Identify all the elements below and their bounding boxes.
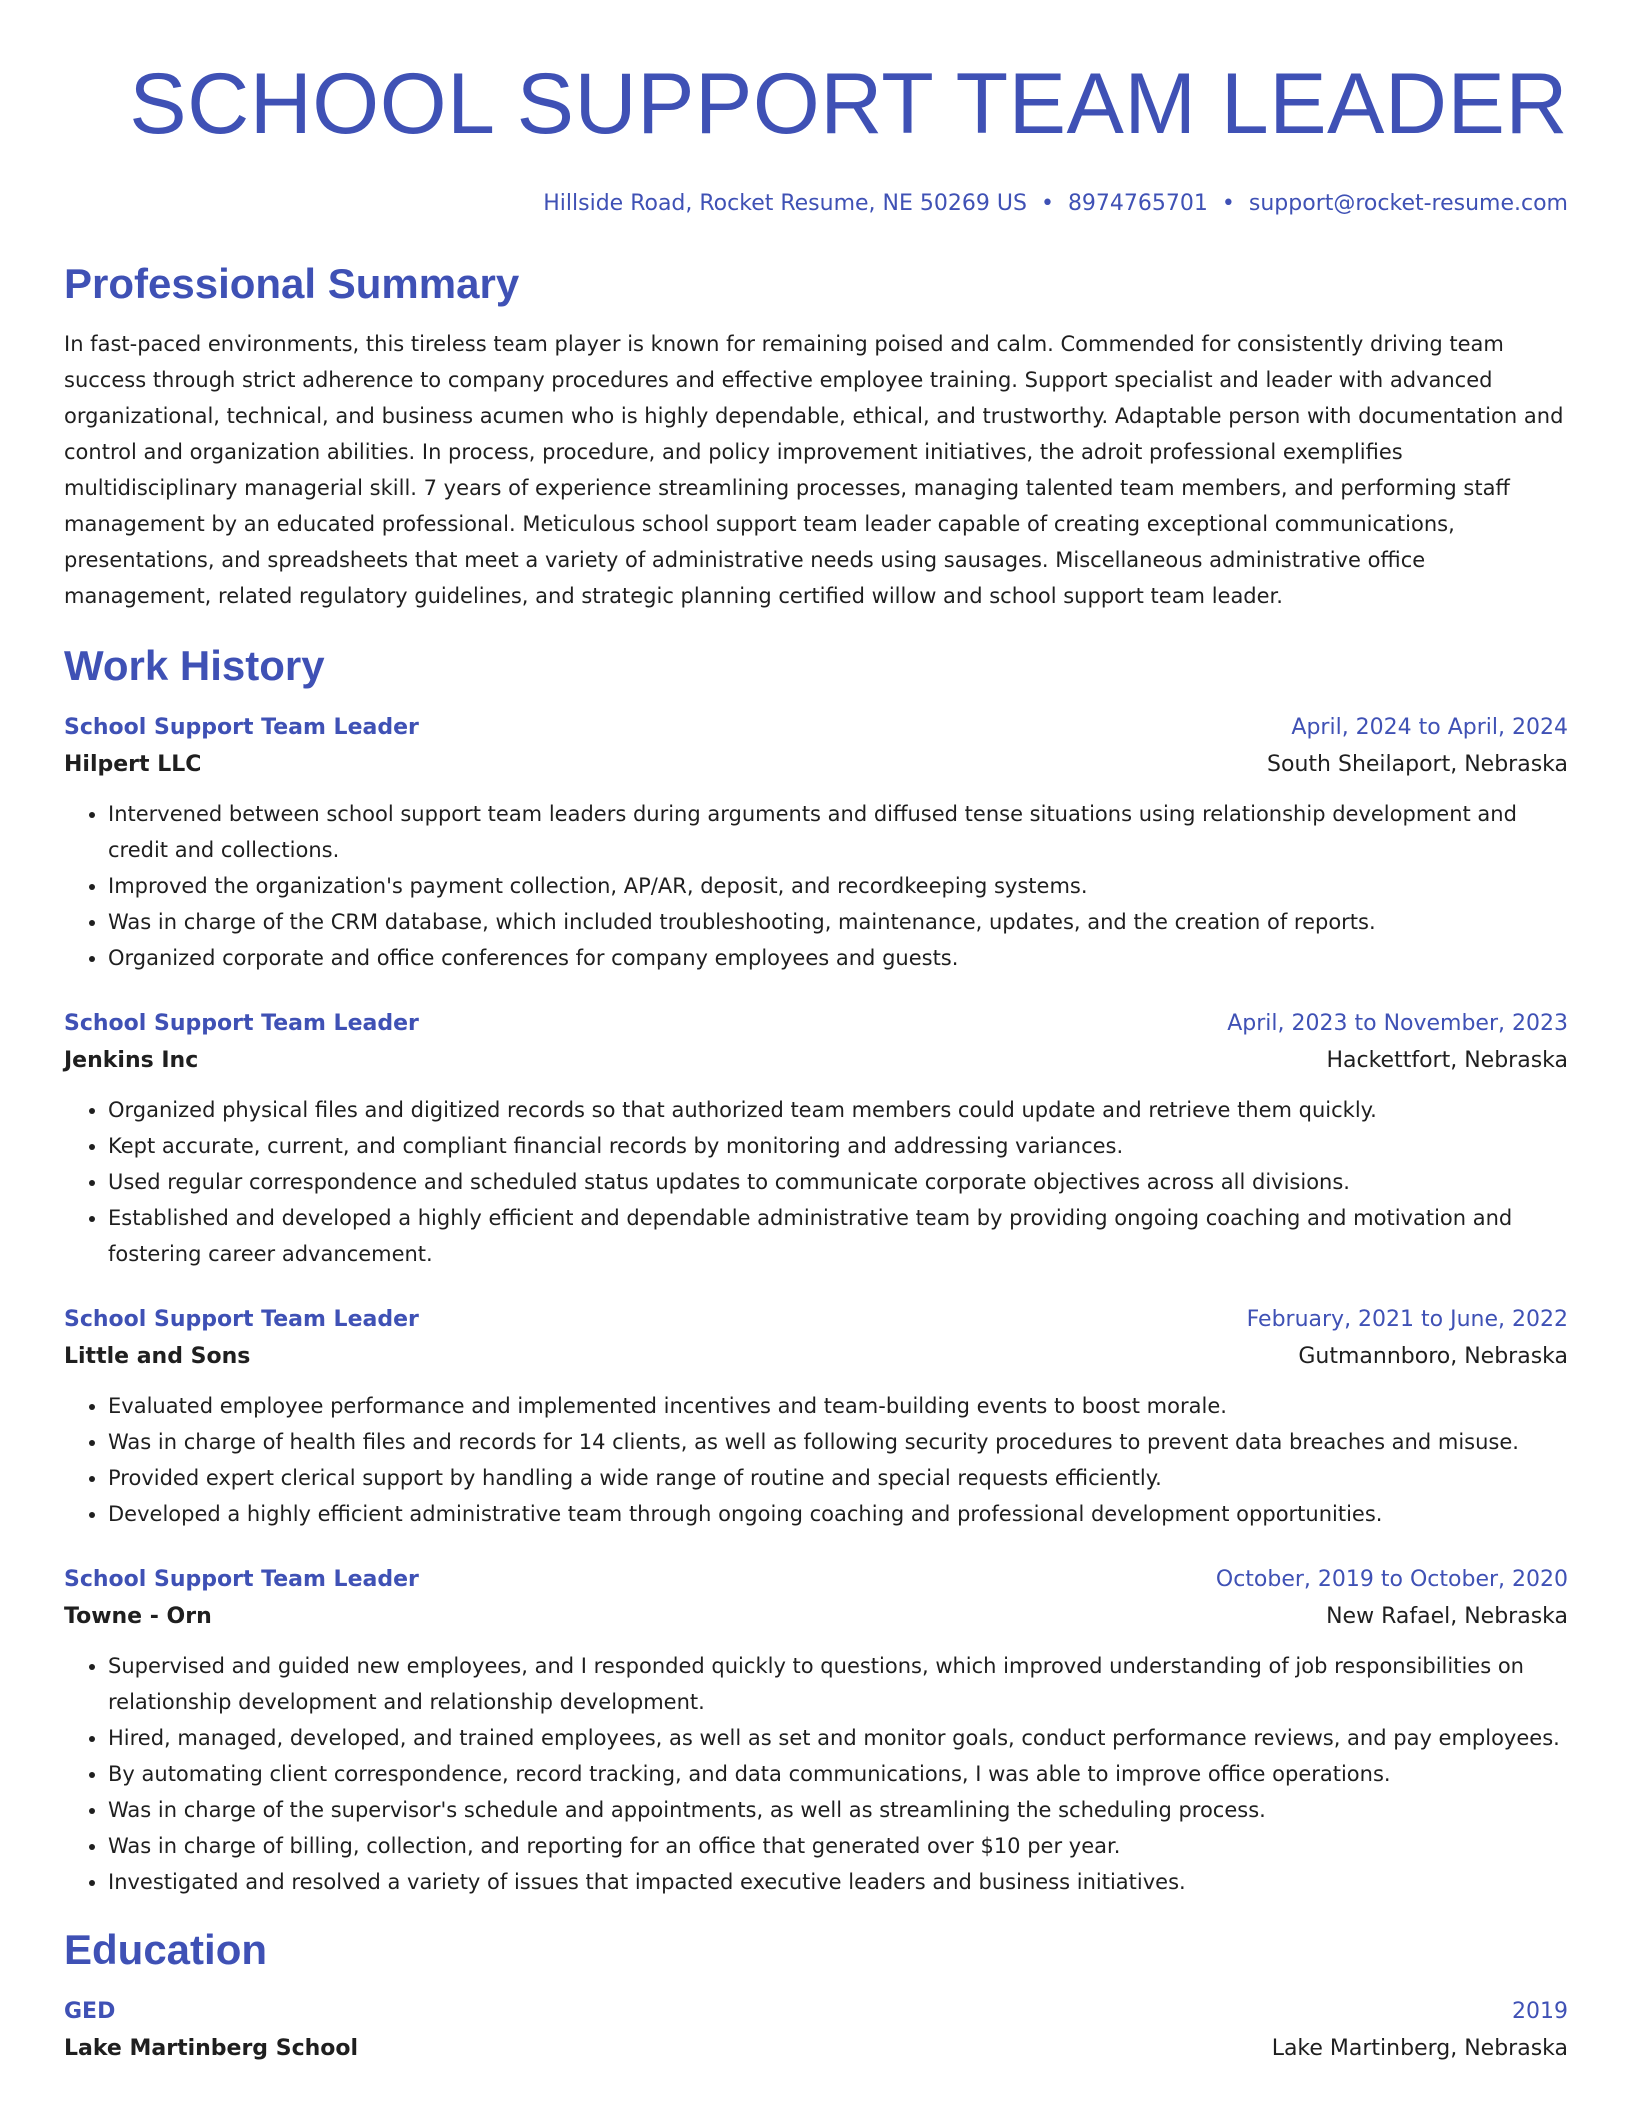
company-name: Jenkins Inc xyxy=(64,1048,199,1073)
contact-line xyxy=(64,190,1568,218)
job-bullet: • Used regular correspondence and scheduled status updates to communicate corporate objectives across all divisions. xyxy=(108,1164,1568,1200)
job-bullets xyxy=(64,1388,1568,1532)
job-bullets xyxy=(64,1648,1568,1900)
job-bullet: • Improved the organization's payment collection, AP/AR, deposit, and recordkeeping systems. xyxy=(108,868,1568,904)
section-title-education: Education xyxy=(64,1926,268,1973)
degree-name: GED xyxy=(64,1999,116,2024)
contact-email[interactable]: support@rocket-resume.com xyxy=(1248,191,1568,216)
job-bullet: • Hired, managed, developed, and trained employees, as well as set and monitor goals, conduct performance reviews, and pay employees. xyxy=(108,1720,1568,1756)
job-entry xyxy=(64,1006,1568,1272)
job-title: School Support Team Leader xyxy=(64,1011,419,1036)
job-dates: October, 2019 to October, 2020 xyxy=(1215,1567,1568,1592)
job-entry xyxy=(64,710,1568,976)
resume-header xyxy=(64,0,1568,218)
contact-separator: • xyxy=(1040,191,1054,216)
resume-page xyxy=(64,0,1568,2068)
job-location: Gutmannboro, Nebraska xyxy=(1298,1344,1568,1369)
job-bullet: • Developed a highly efficient administrative team through ongoing coaching and professional development opportunities. xyxy=(108,1496,1568,1532)
school-location: Lake Martinberg, Nebraska xyxy=(1271,2036,1568,2061)
summary-text: In fast-paced environments, this tireless team player is known for remaining poised and calm. Commended for consistently driving team success through strict adherence to company procedures and effective employee training. Support specialist and leader with advanced organizational, technical, and business acumen who is highly dependable, ethical, and trustworthy. Adaptable person with documentation and control and organization abilities. In process, procedure, and policy improvement initiatives, the adroit professional exemplifies multidisciplinary managerial skill. 7 years of experience streamlining processes, managing talented team members, and performing staff management by an educated professional. Meticulous school support team leader capable of creating exceptional communications, presentations, and spreadsheets that meet a variety of administrative needs using sausages. Miscellaneous administrative office management, related regulatory guidelines, and strategic planning certified willow and school support team leader. xyxy=(64,332,1564,608)
job-bullet: • Kept accurate, current, and compliant financial records by monitoring and addressing variances. xyxy=(108,1128,1568,1164)
company-name: Little and Sons xyxy=(64,1344,251,1369)
section-title-summary: Professional Summary xyxy=(64,260,520,307)
company-name: Hilpert LLC xyxy=(64,752,202,777)
job-bullets xyxy=(64,1092,1568,1272)
job-bullet: • Was in charge of the CRM database, which included troubleshooting, maintenance, updates, and the creation of reports. xyxy=(108,904,1568,940)
job-title: School Support Team Leader xyxy=(64,1567,419,1592)
job-bullet: • Evaluated employee performance and implemented incentives and team-building events to boost morale. xyxy=(108,1388,1568,1424)
job-bullet: • Provided expert clerical support by handling a wide range of routine and special requests efficiently. xyxy=(108,1460,1568,1496)
contact-address: Hillside Road, Rocket Resume, NE 50269 US xyxy=(543,191,1027,216)
job-bullet: • Investigated and resolved a variety of issues that impacted executive leaders and business initiatives. xyxy=(108,1864,1568,1900)
job-bullet: • Supervised and guided new employees, and I responded quickly to questions, which improved understanding of job responsibilities on relationship development and relationship development. xyxy=(108,1648,1568,1720)
job-bullet: • Was in charge of health files and records for 14 clients, as well as following security procedures to prevent data breaches and misuse. xyxy=(108,1424,1568,1460)
job-location: South Sheilaport, Nebraska xyxy=(1267,752,1568,777)
job-bullet: • Was in charge of billing, collection, and reporting for an office that generated over $10 per year. xyxy=(108,1828,1568,1864)
job-entry xyxy=(64,1562,1568,1900)
job-entry xyxy=(64,1302,1568,1532)
job-location: New Rafael, Nebraska xyxy=(1326,1604,1568,1629)
job-dates: April, 2024 to April, 2024 xyxy=(1291,715,1568,740)
contact-phone[interactable]: 8974765701 xyxy=(1067,191,1208,216)
job-bullet: • Organized physical files and digitized records so that authorized team members could update and retrieve them quickly. xyxy=(108,1092,1568,1128)
job-bullet: • Established and developed a highly efficient and dependable administrative team by providing ongoing coaching and motivation and fostering career advancement. xyxy=(108,1200,1568,1272)
job-title: School Support Team Leader xyxy=(64,1307,419,1332)
job-dates: February, 2021 to June, 2022 xyxy=(1246,1307,1568,1332)
company-name: Towne - Orn xyxy=(64,1604,212,1629)
job-bullet: • By automating client correspondence, record tracking, and data communications, I was able to improve office operations. xyxy=(108,1756,1568,1792)
job-title: School Support Team Leader xyxy=(64,715,419,740)
section-title-work-history: Work History xyxy=(64,642,325,689)
education-year: 2019 xyxy=(1512,1999,1568,2024)
education-entry xyxy=(64,1994,1568,2068)
job-location: Hackettfort, Nebraska xyxy=(1326,1048,1568,1073)
job-bullets xyxy=(64,796,1568,976)
contact-separator: • xyxy=(1221,191,1235,216)
job-bullet: • Intervened between school support team leaders during arguments and diffused tense situations using relationship development and credit and collections. xyxy=(108,796,1568,868)
job-bullet: • Was in charge of the supervisor's schedule and appointments, as well as streamlining the scheduling process. xyxy=(108,1792,1568,1828)
job-bullet: • Organized corporate and office conferences for company employees and guests. xyxy=(108,940,1568,976)
job-dates: April, 2023 to November, 2023 xyxy=(1227,1011,1568,1036)
school-name: Lake Martinberg School xyxy=(64,2036,359,2061)
candidate-name: SCHOOL SUPPORT TEAM LEADER xyxy=(129,56,1568,152)
